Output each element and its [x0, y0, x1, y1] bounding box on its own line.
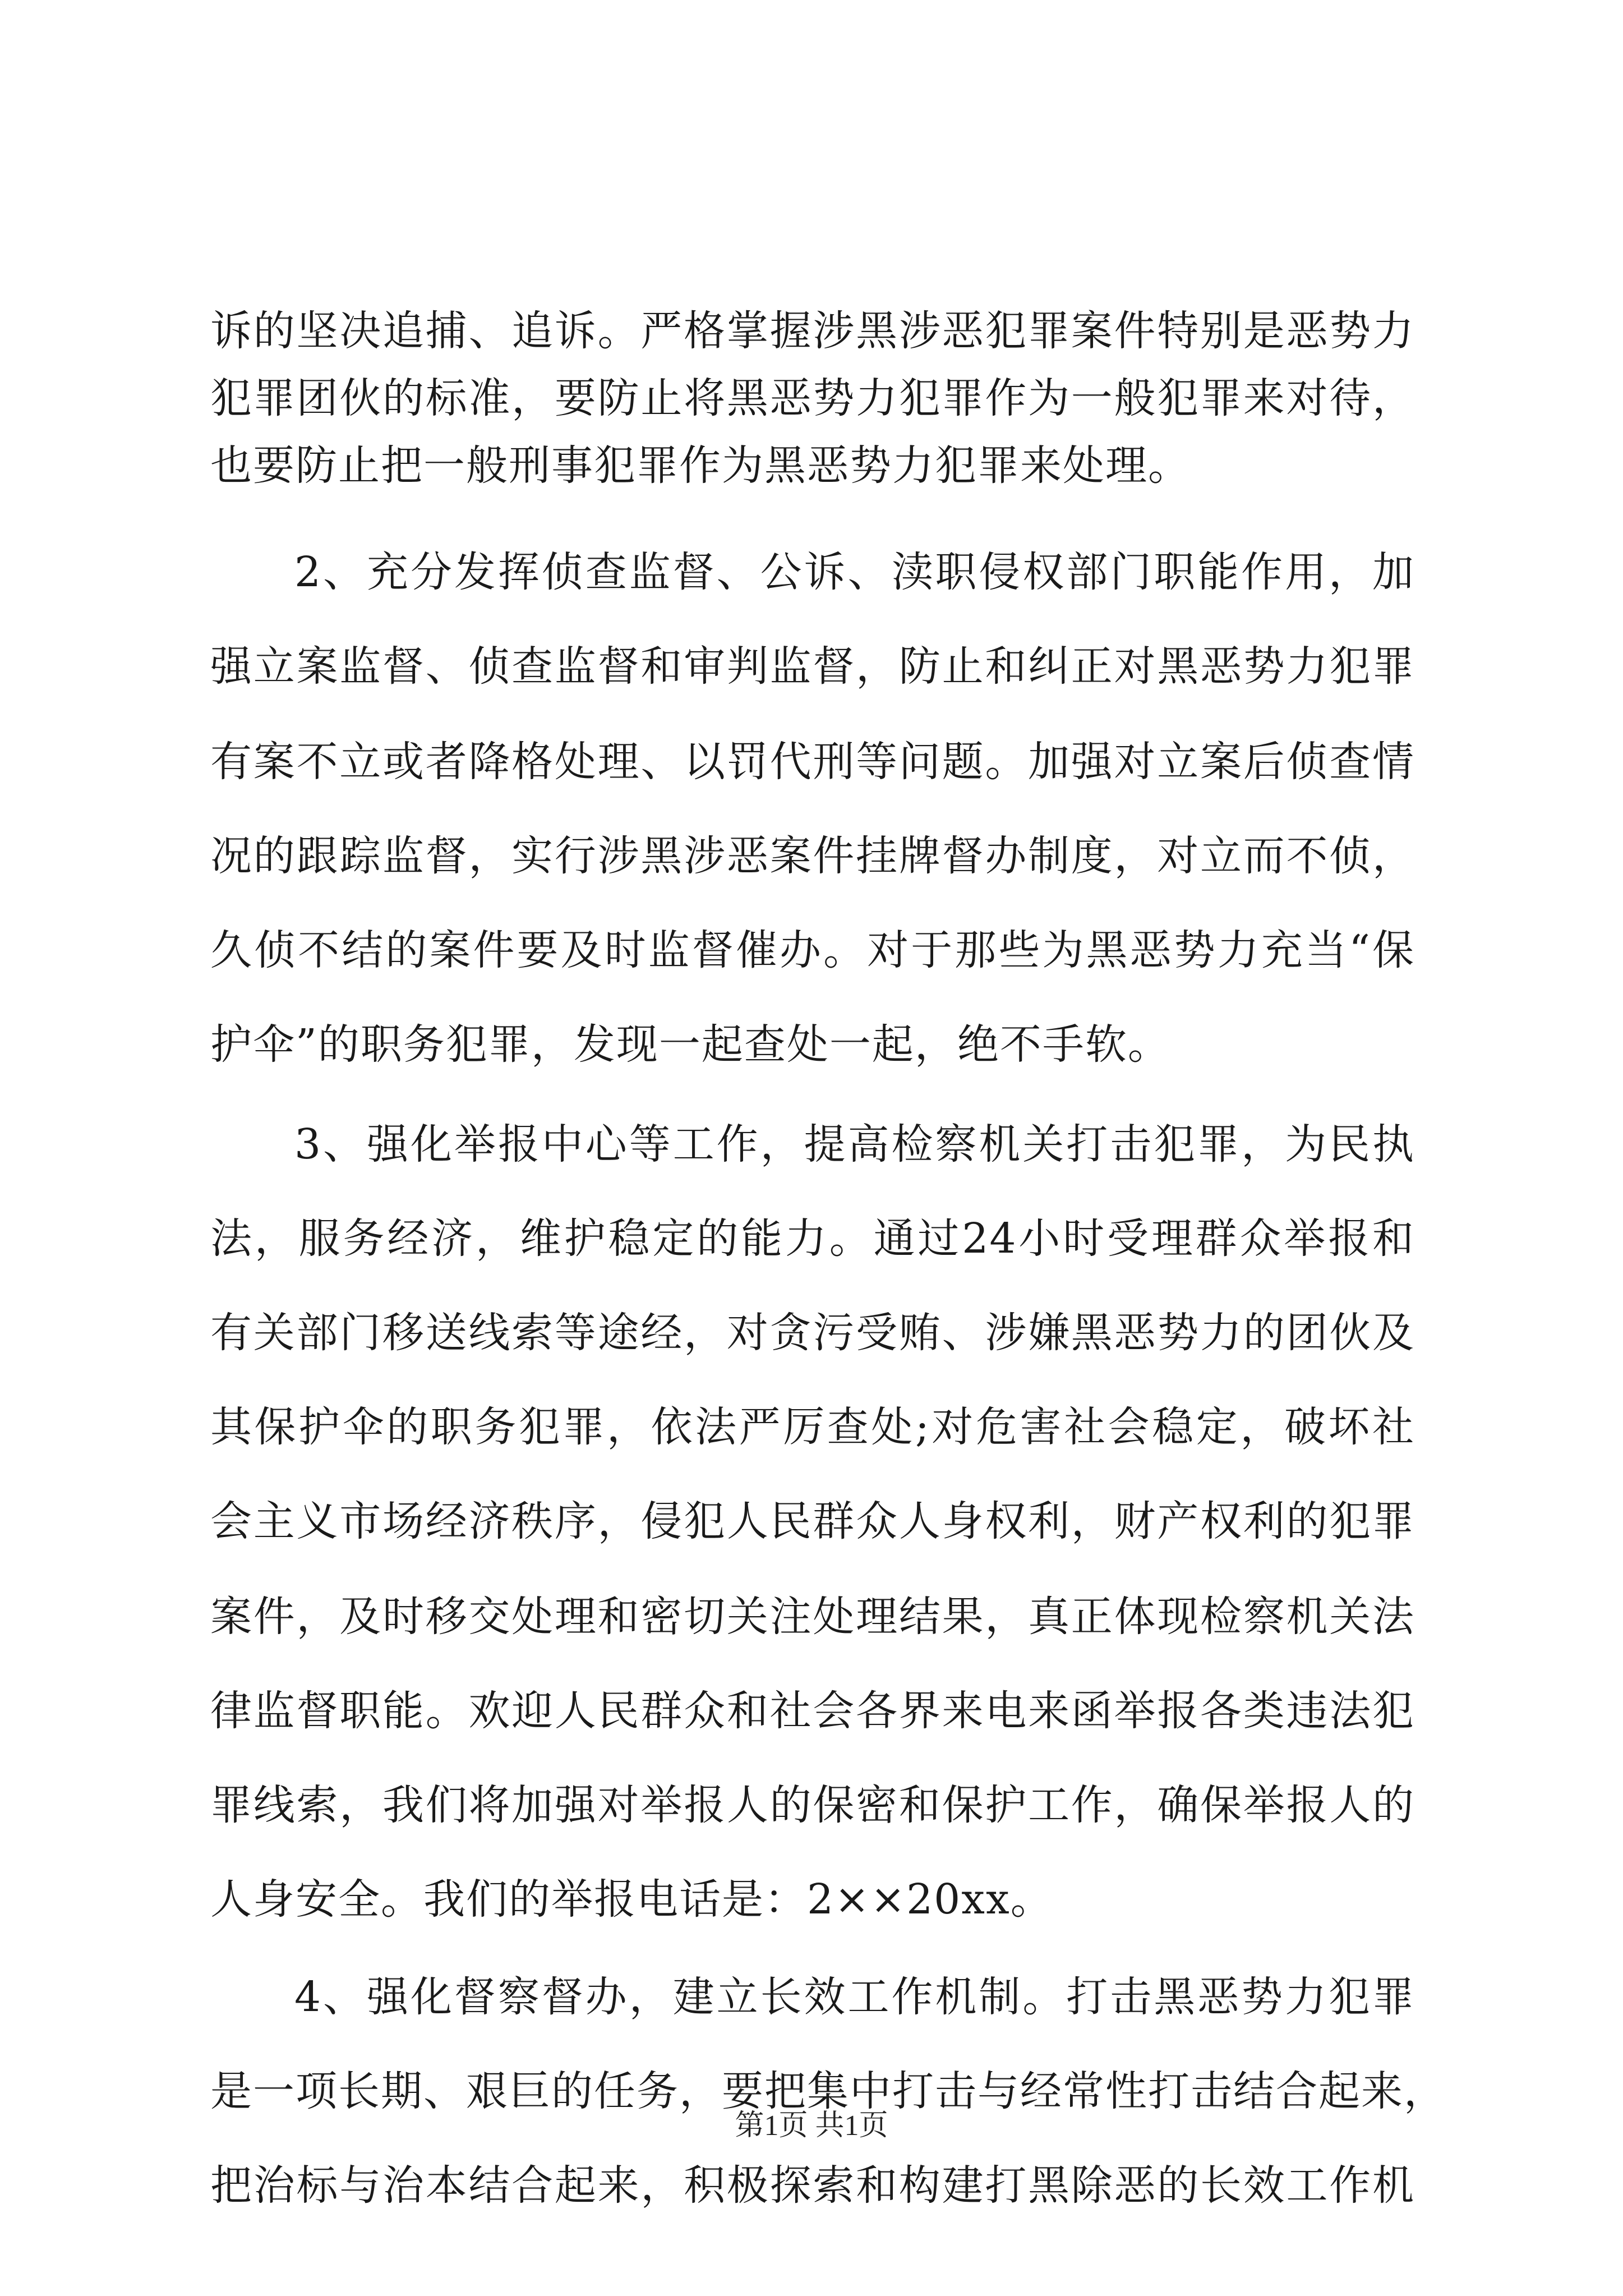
text-line: 会主义市场经济秩序，侵犯人民群众人身权利，财产权利的犯罪 [210, 1497, 1415, 1545]
text-line: 3、强化举报中心等工作，提高检察机关打击犯罪，为民执 [294, 1120, 1415, 1168]
text-line: 律监督职能。欢迎人民群众和社会各界来电来函举报各类违法犯 [210, 1687, 1415, 1735]
text-line: 2、充分发挥侦查监督、公诉、渎职侵权部门职能作用，加 [294, 548, 1415, 596]
text-line: 况的跟踪监督，实行涉黑涉恶案件挂牌督办制度，对立而不侦， [210, 832, 1415, 880]
text-line: 其保护伞的职务犯罪，依法严厉查处;对危害社会稳定，破坏社 [210, 1403, 1415, 1451]
text-line: 罪线索，我们将加强对举报人的保密和保护工作，确保举报人的 [210, 1781, 1415, 1829]
text-line: 法，服务经济，维护稳定的能力。通过24小时受理群众举报和 [210, 1214, 1415, 1263]
text-line: 诉的坚决追捕、追诉。严格掌握涉黑涉恶犯罪案件特别是恶势力 [210, 307, 1415, 355]
text-line: 是一项长期、艰巨的任务，要把集中打击与经常性打击结合起来， [210, 2067, 1446, 2115]
text-line: 人身安全。我们的举报电话是：2××20xx。 [210, 1875, 1053, 1924]
text-line: 强立案监督、侦查监督和审判监督，防止和纠正对黑恶势力犯罪 [210, 642, 1415, 691]
page-number: 第1页 共1页 [735, 2110, 888, 2142]
text-line: 久侦不结的案件要及时监督催办。对于那些为黑恶势力充当“保 [210, 926, 1415, 974]
text-line: 也要防止把一般刑事犯罪作为黑恶势力犯罪来处理。 [210, 441, 1191, 490]
text-line: 有关部门移送线索等途经，对贪污受贿、涉嫌黑恶势力的团伙及 [210, 1309, 1415, 1357]
text-line: 把治标与治本结合起来，积极探索和构建打黑除恶的长效工作机 [210, 2161, 1415, 2210]
text-line: 犯罪团伙的标准，要防止将黑恶势力犯罪作为一般犯罪来对待， [210, 374, 1415, 422]
text-line: 4、强化督察督办，建立长效工作机制。打击黑恶势力犯罪 [294, 1973, 1415, 2021]
text-line: 有案不立或者降格处理、以罚代刑等问题。加强对立案后侦查情 [210, 738, 1415, 786]
text-line: 案件，及时移交处理和密切关注处理结果，真正体现检察机关法 [210, 1593, 1415, 1641]
text-line: 护伞”的职务犯罪，发现一起查处一起，绝不手软。 [210, 1020, 1170, 1069]
